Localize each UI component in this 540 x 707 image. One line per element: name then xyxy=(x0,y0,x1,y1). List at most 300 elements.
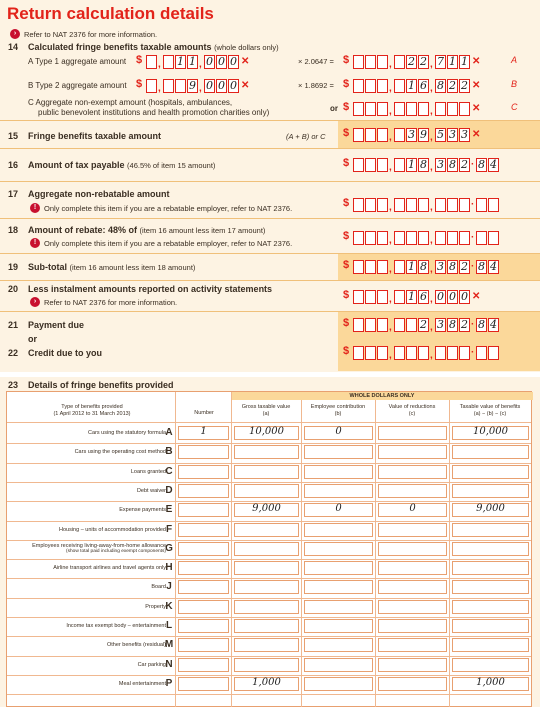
gross-value-field[interactable] xyxy=(234,484,299,498)
digit-box[interactable]: 2 xyxy=(461,79,468,92)
digit-box[interactable] xyxy=(447,198,458,212)
row-label-text: Housing – units of accommodation provided xyxy=(58,526,166,533)
cents-box[interactable] xyxy=(476,198,487,212)
digit-box[interactable] xyxy=(459,198,470,212)
digit-box[interactable] xyxy=(394,346,405,360)
digit-box[interactable] xyxy=(394,290,405,304)
digit-box[interactable]: 3 xyxy=(437,318,444,331)
decimal-point: · xyxy=(471,261,475,272)
taxable-value-field[interactable] xyxy=(452,638,529,652)
digit-box[interactable] xyxy=(406,198,417,212)
item-23-number: 23 xyxy=(8,380,19,390)
number-field[interactable] xyxy=(178,523,229,537)
employee-contribution-field[interactable] xyxy=(304,445,373,459)
row-label xyxy=(11,449,166,456)
reductions-field[interactable] xyxy=(378,638,447,652)
taxable-value-field[interactable] xyxy=(452,658,529,672)
row-label xyxy=(11,469,166,476)
digit-box[interactable]: 1 xyxy=(408,158,415,171)
row-label-text: Employees receiving living-away-from-home allowance xyxy=(32,542,166,549)
item-19-title xyxy=(28,262,195,272)
row-letter: A xyxy=(165,427,173,438)
row-label xyxy=(11,604,166,611)
digit-box[interactable] xyxy=(377,55,388,69)
comma-separator: , xyxy=(389,83,392,94)
x-mark-icon: ✕ xyxy=(472,80,481,91)
digit-box[interactable] xyxy=(418,346,429,360)
comma-separator: , xyxy=(389,162,392,173)
x-mark-icon: ✕ xyxy=(241,56,250,67)
digit-box[interactable]: 1 xyxy=(461,55,468,68)
digit-box[interactable] xyxy=(377,198,388,212)
taxable-value: 1,000 xyxy=(476,676,505,688)
employee-contribution-field[interactable] xyxy=(304,677,373,691)
digit-box[interactable] xyxy=(365,290,376,304)
digit-box[interactable]: 3 xyxy=(449,128,456,141)
digit-box[interactable]: 8 xyxy=(449,260,456,273)
or-label: or xyxy=(28,334,37,344)
comma-separator: , xyxy=(158,83,161,94)
divider xyxy=(0,218,540,219)
digit-box[interactable]: 2 xyxy=(420,55,427,68)
item-17-warning-text: Only complete this item if you are a rebatable employer, refer to NAT 2376. xyxy=(44,203,293,213)
digit-box[interactable] xyxy=(394,55,405,69)
gross-value-field[interactable] xyxy=(234,600,299,614)
digit-box[interactable] xyxy=(146,79,157,93)
digit-box[interactable]: 1 xyxy=(177,55,184,68)
digit-box[interactable]: 2 xyxy=(408,55,415,68)
col-header-taxable-line1: Taxable value of benefits xyxy=(459,404,521,410)
digit-box[interactable]: 8 xyxy=(437,79,444,92)
gross-value: 9,000 xyxy=(252,503,281,515)
digit-box[interactable] xyxy=(365,102,376,116)
comma-separator: , xyxy=(430,106,433,117)
digit-box[interactable]: 8 xyxy=(420,260,427,273)
digit-box[interactable]: 0 xyxy=(449,290,456,303)
digit-box[interactable] xyxy=(377,318,388,332)
reductions-field[interactable] xyxy=(378,580,447,594)
digit-box[interactable]: 0 xyxy=(437,290,444,303)
digit-box[interactable] xyxy=(353,55,364,69)
reductions-field[interactable] xyxy=(378,600,447,614)
item-18-title-text: Amount of rebate: 48% of xyxy=(28,225,138,235)
digit-box[interactable]: 1 xyxy=(408,79,415,92)
cents-box[interactable] xyxy=(488,346,499,360)
digit-box[interactable]: 2 xyxy=(449,79,456,92)
row-label xyxy=(11,565,166,572)
x-mark-icon: ✕ xyxy=(472,291,481,302)
table-column-divider xyxy=(301,400,302,707)
cents-box[interactable]: 8 xyxy=(478,318,485,331)
digit-box[interactable] xyxy=(418,231,429,245)
taxable-value-field[interactable] xyxy=(452,523,529,537)
col-header-gross xyxy=(231,404,301,418)
decimal-point: · xyxy=(471,232,475,243)
col-header-number: Number xyxy=(194,410,214,416)
item-20-refer xyxy=(30,297,177,307)
dollar-sign: $ xyxy=(343,230,350,242)
taxable-value-field[interactable] xyxy=(452,542,529,556)
taxable-value-field[interactable] xyxy=(452,619,529,633)
digit-box[interactable] xyxy=(353,158,364,172)
item-23-title: Details of fringe benefits provided xyxy=(28,380,174,390)
digit-box[interactable] xyxy=(459,102,470,116)
gross-value-field[interactable] xyxy=(234,561,299,575)
item-15-formula: (A + B) or C xyxy=(286,132,326,141)
row-divider xyxy=(7,675,531,676)
cents-box[interactable]: 8 xyxy=(478,260,485,273)
digit-box[interactable] xyxy=(406,346,417,360)
row-label-text: Airline transport airlines and travel agents only xyxy=(53,565,166,572)
decimal-point: · xyxy=(471,319,475,330)
row-divider xyxy=(7,482,531,483)
comma-separator: , xyxy=(199,83,202,94)
digit-box[interactable]: 9 xyxy=(420,128,427,141)
item-18-title xyxy=(28,225,265,235)
digit-box[interactable] xyxy=(365,260,376,274)
employee-contribution-field[interactable] xyxy=(304,619,373,633)
reductions-field[interactable] xyxy=(378,561,447,575)
number-field[interactable] xyxy=(178,619,229,633)
digit-box[interactable] xyxy=(365,318,376,332)
digit-box[interactable] xyxy=(365,55,376,69)
digit-box[interactable] xyxy=(377,158,388,172)
dollar-sign: $ xyxy=(343,197,350,209)
taxable-value-field[interactable] xyxy=(452,561,529,575)
digit-box[interactable]: 1 xyxy=(408,260,415,273)
digit-box[interactable] xyxy=(394,318,405,332)
number-field[interactable] xyxy=(178,677,229,691)
gross-value-field[interactable] xyxy=(234,619,299,633)
taxable-value-field[interactable] xyxy=(452,484,529,498)
digit-box[interactable] xyxy=(377,260,388,274)
digit-box[interactable]: 3 xyxy=(461,128,468,141)
digit-box[interactable] xyxy=(365,346,376,360)
digit-box[interactable]: 9 xyxy=(189,79,196,92)
comma-separator: , xyxy=(389,106,392,117)
reductions-field[interactable] xyxy=(378,677,447,691)
row-divider xyxy=(7,578,531,579)
comma-separator: , xyxy=(389,264,392,275)
cents-box[interactable] xyxy=(476,346,487,360)
item-14c-label-1: C Aggregate non-exempt amount (hospitals, ambulances, xyxy=(28,98,233,107)
table-column-divider xyxy=(175,392,176,707)
digit-box[interactable] xyxy=(447,346,458,360)
digit-box[interactable] xyxy=(394,198,405,212)
employee-contribution-field[interactable] xyxy=(304,658,373,672)
digit-box[interactable]: 8 xyxy=(449,158,456,171)
decimal-point: · xyxy=(471,347,475,358)
digit-box[interactable]: 0 xyxy=(461,290,468,303)
digit-box[interactable]: 3 xyxy=(437,158,444,171)
digit-box[interactable] xyxy=(394,102,405,116)
digit-box[interactable] xyxy=(353,102,364,116)
col-header-employee xyxy=(301,404,375,418)
digit-box[interactable]: 0 xyxy=(206,55,213,68)
row-letter: L xyxy=(165,620,173,631)
col-header-gross-line2: (a) xyxy=(262,411,270,417)
number-field[interactable] xyxy=(178,503,229,517)
gross-value-field[interactable] xyxy=(234,638,299,652)
row-label xyxy=(11,584,166,591)
digit-box[interactable]: 2 xyxy=(420,318,427,331)
number-field[interactable] xyxy=(178,600,229,614)
digit-box[interactable] xyxy=(459,231,470,245)
cents-box[interactable]: 4 xyxy=(490,260,497,273)
comma-separator: , xyxy=(158,59,161,70)
number-field[interactable] xyxy=(178,561,229,575)
reductions-value: 0 xyxy=(409,503,416,515)
employee-contribution-field[interactable] xyxy=(304,561,373,575)
digit-box[interactable] xyxy=(435,198,446,212)
row-letter: P xyxy=(165,677,173,689)
item-14b-letter: B xyxy=(511,79,518,89)
digit-box[interactable] xyxy=(365,231,376,245)
number-field[interactable] xyxy=(178,580,229,594)
digit-box[interactable]: 0 xyxy=(218,79,225,92)
item-22-title: Credit due to you xyxy=(28,348,102,358)
row-label-text: Property xyxy=(145,603,166,610)
digit-box[interactable]: 5 xyxy=(437,128,444,141)
item-18-number: 18 xyxy=(8,225,19,235)
row-divider xyxy=(7,598,531,599)
item-18-note: (item 16 amount less item 17 amount) xyxy=(139,226,266,235)
comma-separator: , xyxy=(389,132,392,143)
digit-box[interactable]: 6 xyxy=(420,79,427,92)
comma-separator: , xyxy=(430,235,433,246)
reductions-field[interactable] xyxy=(378,445,447,459)
row-letter: G xyxy=(165,542,173,554)
digit-box[interactable]: 8 xyxy=(449,318,456,331)
digit-box[interactable] xyxy=(353,290,364,304)
digit-box[interactable] xyxy=(365,79,376,93)
employee-contribution-field[interactable] xyxy=(304,465,373,479)
col-header-employee-line1: Employee contribution xyxy=(310,404,366,410)
cents-box[interactable] xyxy=(488,231,499,245)
row-divider xyxy=(7,694,531,695)
digit-box[interactable] xyxy=(353,318,364,332)
col-header-employee-line2: (b) xyxy=(334,411,342,417)
reductions-field[interactable] xyxy=(378,426,447,440)
divider xyxy=(0,148,540,149)
gross-value-field[interactable] xyxy=(234,580,299,594)
digit-box[interactable] xyxy=(459,346,470,360)
col-header-type-line1: Type of benefits provided xyxy=(61,404,123,410)
digit-box[interactable] xyxy=(377,102,388,116)
digit-box[interactable] xyxy=(435,231,446,245)
digit-box[interactable]: 1 xyxy=(189,55,196,68)
digit-box[interactable]: 2 xyxy=(461,158,468,171)
digit-box[interactable]: 7 xyxy=(437,55,444,68)
item-15-number: 15 xyxy=(8,131,19,141)
item-14b-label: B Type 2 aggregate amount xyxy=(28,81,127,90)
digit-box[interactable] xyxy=(377,128,388,142)
number-field[interactable] xyxy=(178,484,229,498)
col-header-type-line2: (1 April 2012 to 31 March 2013) xyxy=(53,411,131,417)
reductions-field[interactable] xyxy=(378,484,447,498)
row-divider xyxy=(7,636,531,637)
number-value: 1 xyxy=(200,426,207,437)
comma-separator: , xyxy=(389,235,392,246)
digit-box[interactable]: 1 xyxy=(449,55,456,68)
x-mark-icon: ✕ xyxy=(241,80,250,91)
number-field[interactable] xyxy=(178,638,229,652)
digit-box[interactable] xyxy=(353,128,364,142)
digit-box[interactable]: 3 xyxy=(408,128,415,141)
row-label-note: (show total paid including exempt components) xyxy=(66,549,166,555)
digit-box[interactable] xyxy=(406,102,417,116)
item-14-title xyxy=(28,42,279,52)
digit-box[interactable] xyxy=(377,290,388,304)
digit-box[interactable] xyxy=(365,128,376,142)
digit-box[interactable] xyxy=(365,198,376,212)
digit-box[interactable] xyxy=(394,231,405,245)
taxable-value-field[interactable] xyxy=(452,600,529,614)
digit-box[interactable] xyxy=(406,318,417,332)
row-letter: K xyxy=(165,600,173,612)
gross-value-field[interactable] xyxy=(234,523,299,537)
dollar-sign: $ xyxy=(343,101,350,113)
row-divider xyxy=(7,559,531,560)
digit-box[interactable] xyxy=(435,346,446,360)
taxable-value-field[interactable] xyxy=(452,580,529,594)
col-header-reductions-line1: Value of reductions xyxy=(388,404,436,410)
digit-box[interactable] xyxy=(377,231,388,245)
digit-box[interactable] xyxy=(353,260,364,274)
row-letter: J xyxy=(166,581,172,593)
dollar-sign: $ xyxy=(343,127,350,139)
employee-contribution-field[interactable] xyxy=(304,484,373,498)
digit-box[interactable]: 0 xyxy=(206,79,213,92)
reductions-field[interactable] xyxy=(378,542,447,556)
cents-box[interactable]: 8 xyxy=(478,158,485,171)
number-field[interactable] xyxy=(178,658,229,672)
employee-contribution-field[interactable] xyxy=(304,542,373,556)
digit-box[interactable] xyxy=(418,102,429,116)
row-letter: M xyxy=(164,639,174,651)
digit-box[interactable] xyxy=(353,346,364,360)
digit-box[interactable] xyxy=(377,346,388,360)
fringe-benefits-table xyxy=(6,391,532,707)
table-column-divider xyxy=(449,400,450,707)
digit-box[interactable]: 0 xyxy=(230,79,237,92)
warning-icon: ! xyxy=(30,238,40,248)
number-field[interactable] xyxy=(178,542,229,556)
reductions-field[interactable] xyxy=(378,465,447,479)
digit-box[interactable]: 2 xyxy=(461,260,468,273)
gross-value-field[interactable] xyxy=(234,542,299,556)
number-field[interactable] xyxy=(178,445,229,459)
cents-box[interactable] xyxy=(488,198,499,212)
digit-box[interactable]: 6 xyxy=(420,290,427,303)
digit-box[interactable] xyxy=(353,79,364,93)
taxable-value-field[interactable] xyxy=(452,465,529,479)
digit-box[interactable] xyxy=(447,231,458,245)
refer-note xyxy=(10,29,157,39)
employee-contribution-field[interactable] xyxy=(304,600,373,614)
taxable-value-field[interactable] xyxy=(452,445,529,459)
digit-box[interactable] xyxy=(365,158,376,172)
digit-box[interactable] xyxy=(394,79,405,93)
digit-box[interactable]: 1 xyxy=(408,290,415,303)
table-column-divider xyxy=(375,400,376,707)
row-label xyxy=(11,488,166,495)
number-field[interactable] xyxy=(178,465,229,479)
digit-box[interactable] xyxy=(146,55,157,69)
digit-box[interactable] xyxy=(394,260,405,274)
item-21-number: 21 xyxy=(8,320,19,330)
comma-separator: , xyxy=(389,322,392,333)
comma-separator: , xyxy=(389,294,392,305)
gross-value-field[interactable] xyxy=(234,445,299,459)
item-17-number: 17 xyxy=(8,189,19,199)
table-column-divider xyxy=(231,392,232,707)
item-19-title-text: Sub-total xyxy=(28,262,67,272)
item-16-number: 16 xyxy=(8,160,19,170)
item-14c-or: or xyxy=(330,104,338,113)
reductions-field[interactable] xyxy=(378,619,447,633)
digit-box[interactable]: 0 xyxy=(218,55,225,68)
cents-box[interactable]: 4 xyxy=(490,158,497,171)
digit-box[interactable] xyxy=(406,231,417,245)
digit-box[interactable] xyxy=(353,231,364,245)
item-21-title: Payment due xyxy=(28,320,85,330)
taxable-value: 9,000 xyxy=(476,503,505,515)
dollar-sign: $ xyxy=(343,54,350,66)
digit-box[interactable] xyxy=(447,102,458,116)
digit-box[interactable] xyxy=(377,79,388,93)
item-14-title-note: (whole dollars only) xyxy=(214,43,279,52)
row-label-text: Cars using the operating cost method xyxy=(74,449,166,456)
gross-value-field[interactable] xyxy=(234,465,299,479)
row-label-text: Expense payments xyxy=(119,507,166,514)
digit-box[interactable]: 2 xyxy=(461,318,468,331)
taxable-value: 10,000 xyxy=(473,426,508,437)
digit-box[interactable] xyxy=(394,158,405,172)
digit-box[interactable]: 0 xyxy=(230,55,237,68)
employee-contribution-field[interactable] xyxy=(304,580,373,594)
reductions-field[interactable] xyxy=(378,658,447,672)
digit-box[interactable] xyxy=(163,79,174,93)
row-label xyxy=(11,527,166,534)
employee-contribution-value: 0 xyxy=(335,503,342,515)
x-mark-icon: ✕ xyxy=(472,129,481,140)
item-20-title: Less instalment amounts reported on activity statements xyxy=(28,284,273,294)
cents-box[interactable]: 4 xyxy=(490,318,497,331)
digit-box[interactable]: 8 xyxy=(420,158,427,171)
digit-box[interactable]: 3 xyxy=(437,260,444,273)
digit-box[interactable] xyxy=(418,198,429,212)
gross-value-field[interactable] xyxy=(234,658,299,672)
digit-box[interactable] xyxy=(394,128,405,142)
employee-contribution-field[interactable] xyxy=(304,638,373,652)
comma-separator: , xyxy=(430,350,433,361)
digit-box[interactable] xyxy=(435,102,446,116)
employee-contribution-field[interactable] xyxy=(304,523,373,537)
cents-box[interactable] xyxy=(476,231,487,245)
row-letter: E xyxy=(165,504,173,516)
dollar-sign: $ xyxy=(343,157,350,169)
digit-box[interactable] xyxy=(163,55,174,69)
row-label xyxy=(11,623,166,630)
digit-box[interactable] xyxy=(353,198,364,212)
digit-box[interactable] xyxy=(175,79,186,93)
whole-dollars-header: WHOLE DOLLARS ONLY xyxy=(231,392,533,400)
divider xyxy=(0,280,540,281)
reductions-field[interactable] xyxy=(378,523,447,537)
col-header-taxable xyxy=(449,404,531,418)
row-divider xyxy=(7,540,531,541)
